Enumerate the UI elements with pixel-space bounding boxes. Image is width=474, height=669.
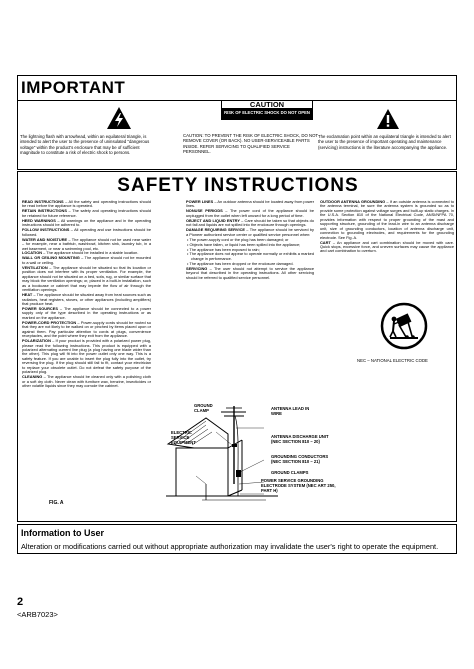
- service-equipment-label: ELECTRIC SERVICE EQUIPMENT: [171, 430, 196, 445]
- paragraph: VENTILATION – The appliance should be situated so that its location or position does not interfere with its proper ventilation. For example, the appliance should not be situated on a bed, sofa, rug, or similar surface that may block the ventilation openings; or, placed in a built-in installation, such as a bookcase or cabinet that may impede the flow of air through the ventilation openings.: [22, 264, 151, 293]
- paragraph: WATER AND MOISTURE – The appliance should not be used near water – for example, near a bathtub, washbowl, kitchen sink, laundry tub, in a wet basement, or near a swimming pool, etc.: [22, 236, 152, 251]
- exclamation-explanation: The exclamation point within an equilateral triangle is intended to alert the user to the presence of important operating and maintenance (servicing) instructions in the literature accompanying the appliance.: [318, 134, 451, 150]
- important-title: IMPORTANT: [21, 78, 126, 97]
- lightning-warning-icon: [106, 106, 132, 130]
- document-code: <ARB7023>: [17, 610, 58, 619]
- electrode-system-label: POWER SERVICE GROUNDING ELECTRODE SYSTEM (NEC ART 250, PART H): [261, 478, 336, 493]
- paragraph: POWER SOURCES – The appliance should be connected to a power supply only of the type described in the operating instructions or as marked on the appliance.: [22, 305, 152, 320]
- bullet-item: • The power-supply cord or the plug has been damaged; or: [187, 236, 289, 242]
- grounding-conductors-label: GROUNDING CONDUCTORS (NEC SECTION 810 – 21): [271, 454, 329, 464]
- nec-label: NEC – NATIONAL ELECTRIC CODE: [357, 358, 428, 363]
- caution-label: CAUTION: [221, 100, 313, 109]
- info-to-user-box: [17, 524, 457, 554]
- lightning-explanation: The lightning flash with arrowhead, within an equilateral triangle, is intended to alert the user to the presence of uninsulated "dangerous voltage" within the product's enclosure that may be of sufficient magnitude to constitute a risk of electric shock to persons.: [20, 134, 150, 155]
- page-number: 2: [17, 596, 24, 608]
- paragraph: RETAIN INSTRUCTIONS – The safety and operating instructions should be retained for future reference.: [22, 208, 151, 218]
- ground-clamps-label: GROUND CLAMPS: [271, 470, 309, 475]
- info-title: Information to User: [21, 528, 105, 538]
- paragraph: HEED WARNINGS – All warnings on the appliance and in the operating instructions should be adhered to.: [22, 217, 151, 228]
- bullet-item: • The appliance has been exposed to rain;: [187, 246, 260, 252]
- paragraph: FOLLOW INSTRUCTIONS – All operating and use instructions should be followed.: [22, 227, 151, 237]
- safety-column-3: [320, 200, 454, 254]
- paragraph: LOCATION – The appliance should be installed in a stable location.: [22, 250, 139, 256]
- safety-column-2: [186, 200, 314, 281]
- paragraph: POLARIZATION – If your product is provided with a polarized power plug, please read the following instructions. This product is equipped with a polarized alternating current line plug (a plug having one blade wider than the other). This plug will fit into the power outlet only one way. This is a safety feature. If you are unable to insert the plug fully into the outlet, try reversing the plug. If the plug should still fail to fit, contact your electrician to replace your obsolete outlet. Do not defeat the safety purpose of the polarized plug.: [22, 338, 151, 375]
- safety-column-1: [22, 200, 151, 389]
- ground-clamp-label: GROUND CLAMP: [194, 403, 213, 413]
- paragraph: CART – An appliance and cart combination should be moved with care. Quick stops, excessive force, and uneven surfaces may cause the appliance and cart combination to overturn.: [320, 239, 454, 254]
- important-box: [17, 75, 457, 170]
- paragraph: READ INSTRUCTIONS – All the safety and operating instructions should be read before the appliance is operated.: [22, 199, 151, 209]
- safety-title: SAFETY INSTRUCTIONS: [117, 175, 359, 196]
- figure-caption: FIG. A: [49, 500, 64, 506]
- paragraph: POWER-CORD PROTECTION – Power-supply cords should be routed so that they are not likely to be walked on or pinched by items placed upon or against them. Pay particular attention to cords at plugs, convenience receptacles, and the point where they exit from the appliance.: [22, 319, 151, 339]
- paragraph: OUTDOOR ANTENNA GROUNDING – If an outside antenna is connected to the antenna terminal, be sure the antenna system is grounded so as to provide some protection against voltage surges and built-up static charges. In the U.S.A. Section 810 of the National Electrical Code, ANSI/NFPA 70, provides information with respect to proper grounding of the mast and supporting structure, grounding of the lead-in wire to an antenna discharge unit, size of grounding conductors, location of antenna discharge unit, connection to grounding electrodes, and requirements for the grounding electrode. See Fig. A.: [320, 199, 454, 240]
- caution-explanation: CAUTION: TO PREVENT THE RISK OF ELECTRIC SHOCK, DO NOT REMOVE COVER (OR BACK). NO USER-SERVICEABLE PARTS INSIDE. REFER SERVICING TO QUALIFIED SERVICE PERSONNEL.: [183, 133, 318, 154]
- paragraph: DAMAGE REQUIRING SERVICE – The appliance should be serviced by a Pioneer authorized service center or qualified service personnel when:: [186, 227, 314, 237]
- info-text: Alteration or modifications carried out without appropriate authorization may invalidate the user's right to operate the equipment.: [21, 542, 439, 551]
- paragraph: WALL OR CEILING MOUNTING – The appliance should not be mounted to a wall or ceiling.: [22, 255, 151, 265]
- exclamation-warning-icon: [376, 108, 400, 130]
- paragraph: NONUSE PERIODS – The power cord of the appliance should be unplugged from the outlet when left unused for a long period of time.: [186, 208, 314, 218]
- paragraph: POWER LINES – An outdoor antenna should be located away from power lines.: [186, 199, 314, 209]
- paragraph: SERVICING – The user should not attempt to service the appliance beyond that described in the operating instructions. All other servicing should be referred to qualified service personnel.: [186, 265, 314, 280]
- bullet-item: • The appliance has been dropped or the enclosure damaged.: [187, 260, 294, 266]
- paragraph: CLEANING – The appliance should be cleaned only with a polishing cloth or a soft dry cloth. Never clean with furniture wax, benzine, insecticides or other volatile liquids since they may corrode the cabinet.: [22, 374, 151, 389]
- discharge-unit-label: ANTENNA DISCHARGE UNIT (NEC SECTION 810 – 20): [271, 434, 329, 444]
- cart-tipover-warning-icon: [380, 302, 428, 350]
- antenna-lead-in-label: ANTENNA LEAD IN WIRE: [271, 406, 310, 416]
- safety-instructions-box: [17, 171, 457, 522]
- bullet-item: • The appliance does not appear to operate normally or exhibits a marked change in performance.: [187, 251, 314, 261]
- paragraph: OBJECT AND LIQUID ENTRY – Care should be taken so that objects do not fall and liquids are not spilled into the enclosure through openings.: [186, 217, 314, 228]
- bullet-item: • Objects have fallen, or liquid has been spilled into the appliance;: [187, 241, 301, 247]
- caution-subtitle: RISK OF ELECTRIC SHOCK DO NOT OPEN: [221, 109, 313, 120]
- paragraph: HEAT – The appliance should be situated away from heat sources such as radiators, heat registers, stoves, or other appliances (including amplifiers) that produce heat.: [22, 292, 151, 306]
